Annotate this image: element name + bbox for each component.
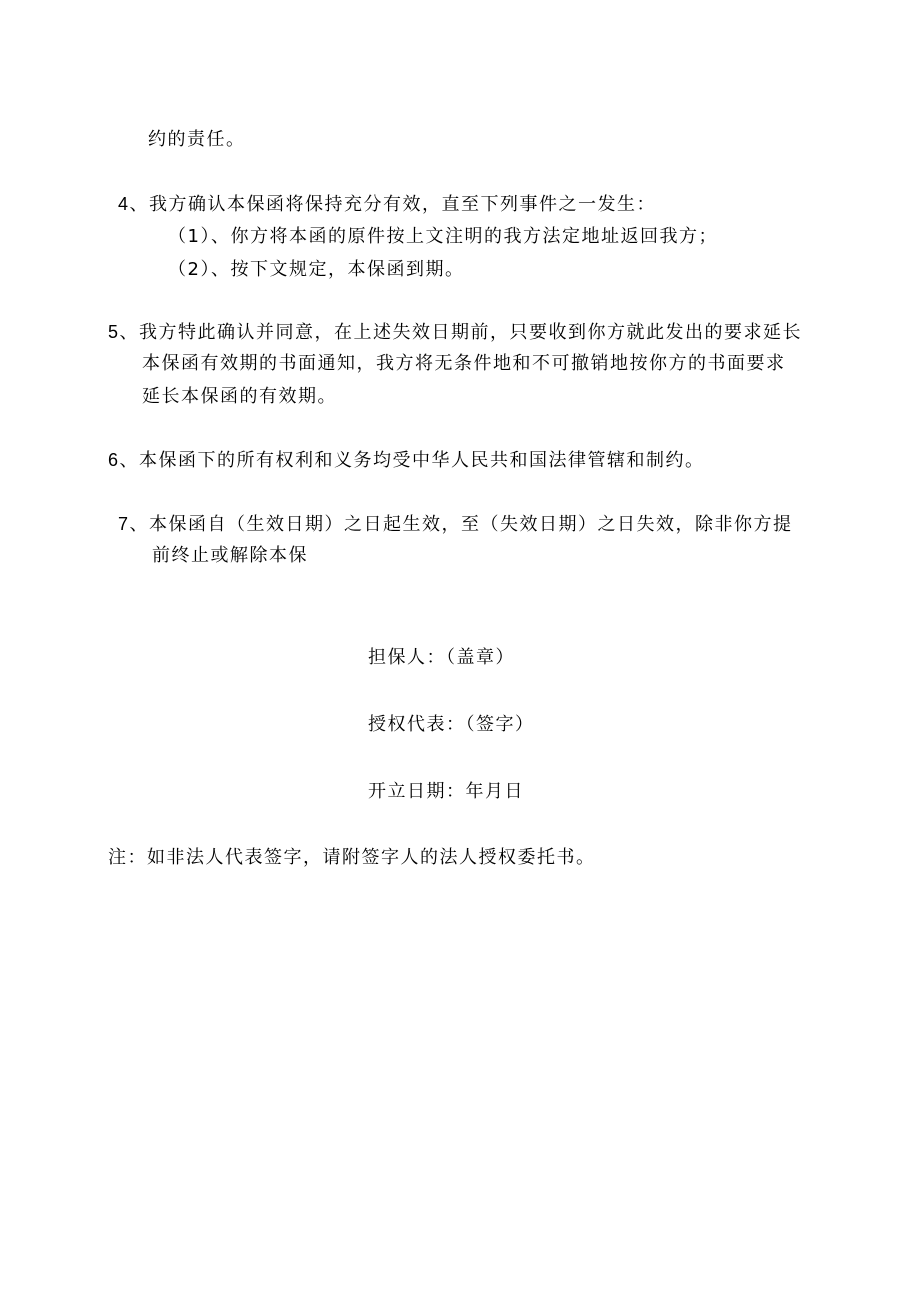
footnote: 注：如非法人代表签字，请附签字人的法人授权委托书。 xyxy=(108,847,596,868)
clause-4 xyxy=(118,192,656,217)
guarantor-seal-line: 担保人：（盖章） xyxy=(368,647,515,668)
clause-6-text: 、本保函下的所有权利和义务均受中华人民共和国法律管辖和制约。 xyxy=(119,450,705,471)
clause-5-line-1: 、我方特此确认并同意，在上述失效日期前，只要收到你方就此发出的要求延长 xyxy=(119,322,803,343)
clause-4-number: 4 xyxy=(118,194,130,214)
issue-date-line: 开立日期：年月日 xyxy=(368,781,524,802)
clause-5-line-2: 本保函有效期的书面通知，我方将无条件地和不可撤销地按你方的书面要求 xyxy=(142,353,786,374)
clause-5-number: 5 xyxy=(108,322,120,342)
clause-4-text: 、我方确认本保函将保持充分有效，直至下列事件之一发生： xyxy=(129,194,657,215)
clause-5-line-3: 延长本保函的有效期。 xyxy=(142,386,337,407)
clause-4-sub-2: （2）、按下文规定，本保函到期。 xyxy=(168,259,465,280)
clause-7-line-2: 前终止或解除本保 xyxy=(152,545,308,566)
clause-6-number: 6 xyxy=(108,450,120,470)
continuation-text: 约的责任。 xyxy=(148,129,246,150)
clause-7-line-1: 、本保函自（生效日期）之日起生效，至（失效日期）之日失效，除非你方提 xyxy=(129,514,793,535)
representative-signature-line: 授权代表：（签字） xyxy=(368,714,535,735)
clause-5 xyxy=(108,320,802,345)
clause-7 xyxy=(118,512,793,537)
clause-4-sub-1: （1）、你方将本函的原件按上文注明的我方法定地址返回我方； xyxy=(168,226,718,247)
clause-6 xyxy=(108,448,705,473)
clause-7-number: 7 xyxy=(118,514,130,534)
